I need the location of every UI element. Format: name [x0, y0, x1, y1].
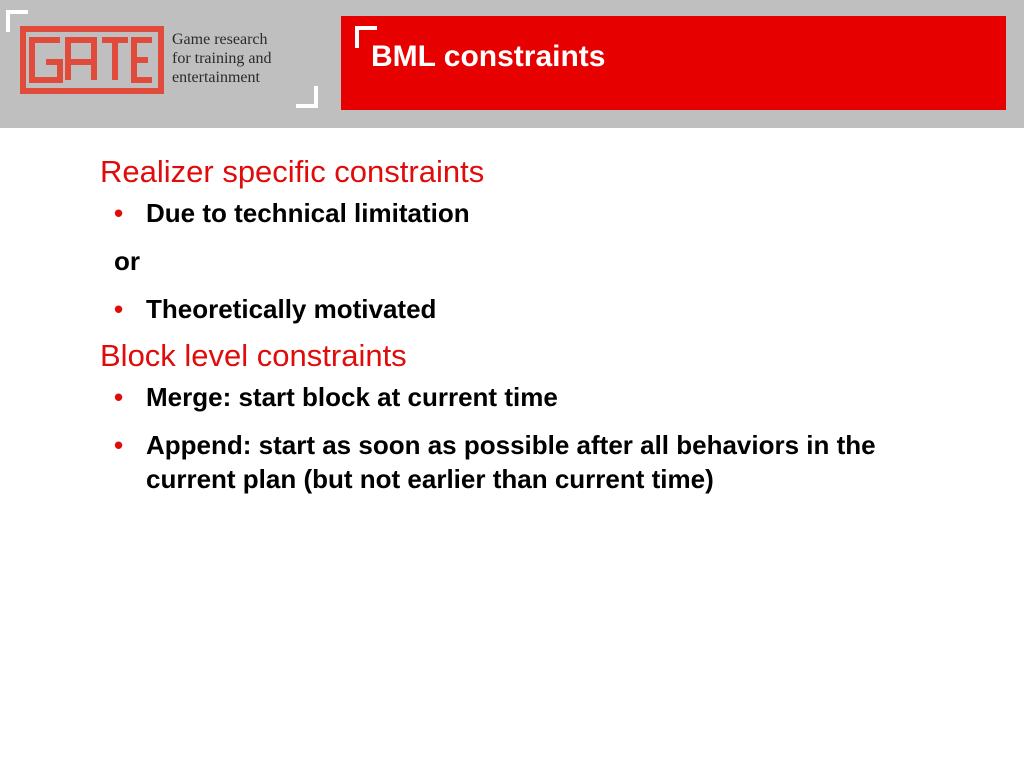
logo-tagline	[172, 30, 312, 87]
gate-logo-mark	[20, 26, 164, 94]
logo-tagline-line: Game research	[172, 31, 268, 48]
bullet-list-block	[100, 380, 960, 496]
logo-tagline-line: for training and	[172, 50, 272, 67]
slide-title: BML constraints	[371, 40, 606, 73]
bullet-item	[100, 428, 960, 496]
logo-corner-bracket-bottom-right	[296, 86, 318, 108]
bullet-text: Append: start as soon as possible after all behaviors in the current plan (but not earlier than current time)	[146, 430, 876, 494]
bullet-text: Due to technical limitation	[146, 198, 470, 228]
title-box	[341, 16, 1006, 110]
connector-text: or	[114, 246, 140, 276]
slide-content	[100, 152, 960, 510]
bullet-item	[100, 380, 960, 414]
bullet-text: Theoretically motivated	[146, 294, 437, 324]
bullet-item	[100, 196, 960, 230]
bullet-item	[100, 292, 960, 326]
bullet-dot-icon: •	[114, 382, 124, 412]
bullet-list-realizer	[100, 196, 960, 230]
bullet-dot-icon: •	[114, 198, 124, 228]
bullet-dot-icon: •	[114, 430, 124, 460]
bullet-text: Merge: start block at current time	[146, 382, 558, 412]
section-heading-block: Block level constraints	[100, 338, 407, 373]
bullet-dot-icon: •	[114, 294, 124, 324]
logo-tagline-line: entertainment	[172, 69, 260, 86]
section-heading-realizer: Realizer specific constraints	[100, 154, 485, 189]
bullet-list-realizer-cont	[100, 292, 960, 326]
logo-panel	[0, 0, 340, 128]
header-band	[0, 0, 1024, 128]
